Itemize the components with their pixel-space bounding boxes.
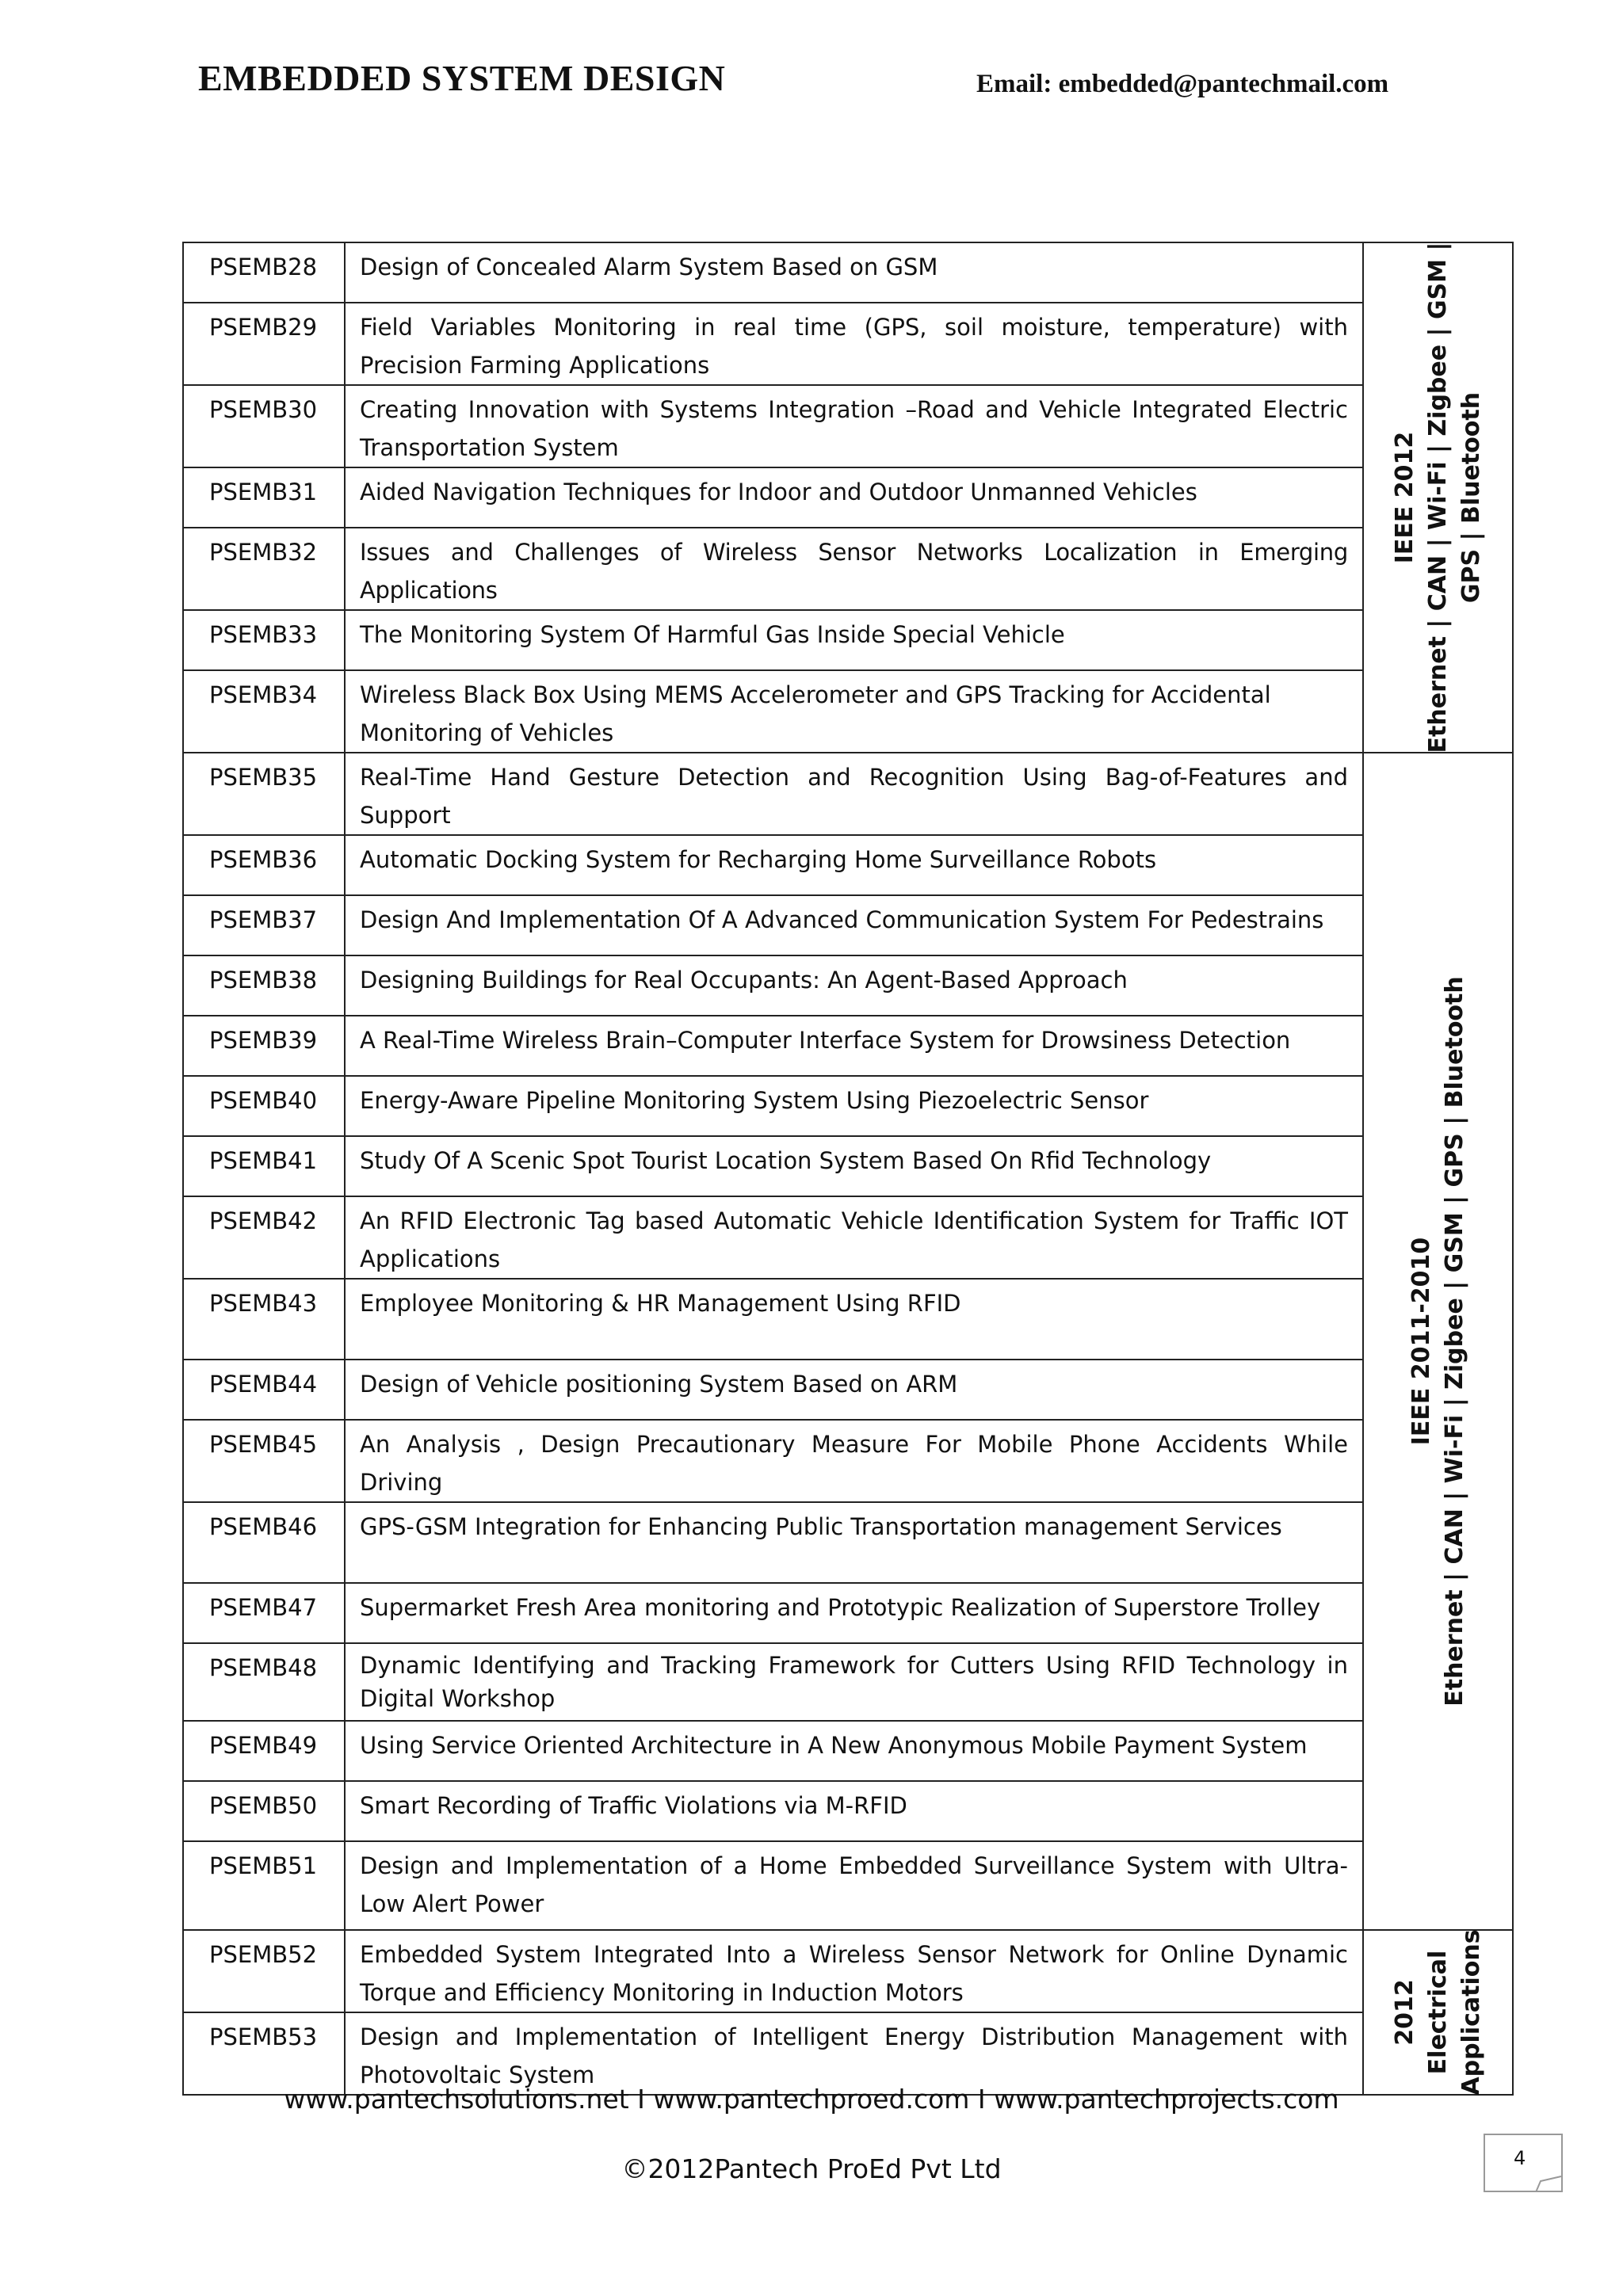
project-code: PSEMB44 [183,1360,345,1420]
project-title: Supermarket Fresh Area monitoring and Prototypic Realization of Superstore Trolley [345,1583,1363,1643]
table-row [183,753,1513,835]
table-row [183,1196,1513,1279]
project-code: PSEMB46 [183,1502,345,1583]
project-title: Employee Monitoring & HR Management Using RFID [345,1279,1363,1360]
project-title: Design of Concealed Alarm System Based on GSM [345,242,1363,303]
document-title: EMBEDDED SYSTEM DESIGN [198,58,726,98]
page-number: 4 [1514,2147,1526,2169]
table-row [183,1016,1513,1076]
project-title: Issues and Challenges of Wireless Sensor Networks Localization in Emerging Applications [345,528,1363,610]
project-title: Energy-Aware Pipeline Monitoring System Using Piezoelectric Sensor [345,1076,1363,1136]
category-label: IEEE 2011-2010 Ethernet | CAN | Wi-Fi | Zigbee | GSM | GPS | Bluetooth [1407,976,1468,1707]
project-code: PSEMB34 [183,670,345,753]
project-title: Design And Implementation Of A Advanced Communication System For Pedestrains [345,895,1363,955]
project-code: PSEMB51 [183,1841,345,1930]
project-title: A Real-Time Wireless Brain–Computer Interface System for Drowsiness Detection [345,1016,1363,1076]
category-label: 2012 Electrical Applications [1390,1929,1485,2096]
table-row [183,1583,1513,1643]
project-title: Wireless Black Box Using MEMS Accelerometer and GPS Tracking for Accidental Monitoring of Vehicles [345,670,1363,753]
project-code: PSEMB53 [183,2012,345,2095]
project-code: PSEMB37 [183,895,345,955]
project-code: PSEMB31 [183,467,345,528]
table-row [183,1721,1513,1781]
project-code: PSEMB42 [183,1196,345,1279]
project-code: PSEMB43 [183,1279,345,1360]
project-title: Design and Implementation of Intelligent Energy Distribution Management with Photovoltaic System [345,2012,1363,2095]
category-cell-2012-electrical [1363,1930,1513,2095]
table-row [183,1502,1513,1583]
project-code: PSEMB52 [183,1930,345,2012]
table-row [183,2012,1513,2095]
project-code: PSEMB50 [183,1781,345,1841]
project-title: Study Of A Scenic Spot Tourist Location System Based On Rfid Technology [345,1136,1363,1196]
project-title: Design of Vehicle positioning System Based on ARM [345,1360,1363,1420]
project-title: An RFID Electronic Tag based Automatic Vehicle Identification System for Traffic IOT Applications [345,1196,1363,1279]
project-title: Automatic Docking System for Recharging Home Surveillance Robots [345,835,1363,895]
project-title: Creating Innovation with Systems Integration –Road and Vehicle Integrated Electric Transportation System [345,385,1363,467]
project-title: Field Variables Monitoring in real time (GPS, soil moisture, temperature) with Precision Farming Applications [345,303,1363,385]
table-row [183,1420,1513,1502]
project-code: PSEMB48 [183,1643,345,1721]
footer-links: www.pantechsolutions.net I www.pantechproed.com I www.pantechprojects.com [284,2084,1339,2115]
table-row [183,1136,1513,1196]
table-row [183,1841,1513,1930]
project-title: Using Service Oriented Architecture in A New Anonymous Mobile Payment System [345,1721,1363,1781]
footer-copyright: ©2012Pantech ProEd Pvt Ltd [621,2153,1002,2184]
table-row [183,1930,1513,2012]
table-row [183,1076,1513,1136]
table-row [183,1643,1513,1721]
table-row [183,835,1513,895]
table-row [183,1781,1513,1841]
table-row [183,385,1513,467]
project-code: PSEMB35 [183,753,345,835]
table-row [183,467,1513,528]
project-code: PSEMB33 [183,610,345,670]
project-code: PSEMB36 [183,835,345,895]
table-row [183,1279,1513,1360]
table-row [183,303,1513,385]
table-row [183,955,1513,1016]
project-title: The Monitoring System Of Harmful Gas Inside Special Vehicle [345,610,1363,670]
table-row [183,1360,1513,1420]
project-title: An Analysis , Design Precautionary Measure For Mobile Phone Accidents While Driving [345,1420,1363,1502]
project-code: PSEMB30 [183,385,345,467]
table-row [183,242,1513,303]
project-title: Designing Buildings for Real Occupants: An Agent-Based Approach [345,955,1363,1016]
projects-table [182,242,1514,2096]
project-code: PSEMB49 [183,1721,345,1781]
header-email: Email: embedded@pantechmail.com [976,70,1389,98]
project-code: PSEMB39 [183,1016,345,1076]
project-code: PSEMB40 [183,1076,345,1136]
table-row [183,895,1513,955]
table-row [183,528,1513,610]
project-code: PSEMB41 [183,1136,345,1196]
project-code: PSEMB45 [183,1420,345,1502]
category-cell-ieee-2012 [1363,242,1513,753]
table-row [183,670,1513,753]
project-title: Embedded System Integrated Into a Wireless Sensor Network for Online Dynamic Torque and Efficiency Monitoring in Induction Motors [345,1930,1363,2012]
project-title: Real-Time Hand Gesture Detection and Recognition Using Bag-of-Features and Support [345,753,1363,835]
project-code: PSEMB38 [183,955,345,1016]
project-code: PSEMB29 [183,303,345,385]
project-code: PSEMB32 [183,528,345,610]
project-title: GPS-GSM Integration for Enhancing Public Transportation management Services [345,1502,1363,1583]
project-title: Design and Implementation of a Home Embedded Surveillance System with Ultra-Low Alert Power [345,1841,1363,1930]
category-cell-ieee-2011-2010 [1363,753,1513,1930]
project-code: PSEMB28 [183,242,345,303]
project-title: Aided Navigation Techniques for Indoor and Outdoor Unmanned Vehicles [345,467,1363,528]
table-row [183,610,1513,670]
category-label: IEEE 2012 Ethernet | CAN | Wi-Fi | Zigbee | GSM | GPS | Bluetooth [1390,242,1485,753]
project-title: Dynamic Identifying and Tracking Framework for Cutters Using RFID Technology in Digital Workshop [345,1643,1363,1721]
project-code: PSEMB47 [183,1583,345,1643]
project-title: Smart Recording of Traffic Violations via M-RFID [345,1781,1363,1841]
